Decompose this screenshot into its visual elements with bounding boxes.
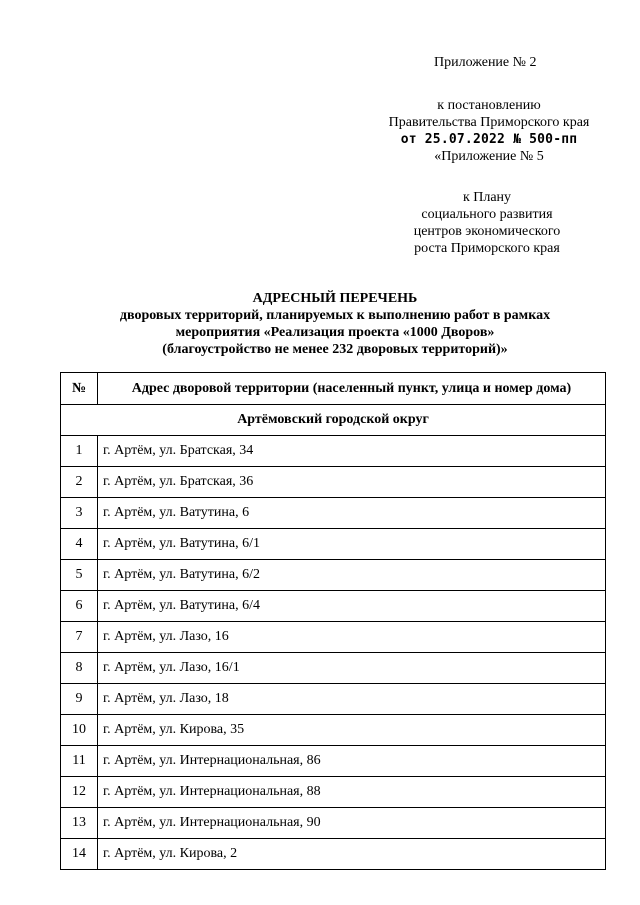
row-number: 11	[61, 746, 98, 777]
plan-reference	[392, 189, 582, 257]
table-row	[61, 529, 606, 560]
row-number: 4	[61, 529, 98, 560]
row-address: г. Артём, ул. Ватутина, 6/2	[98, 560, 606, 591]
row-address: г. Артём, ул. Интернациональная, 88	[98, 777, 606, 808]
row-address: г. Артём, ул. Ватутина, 6/4	[98, 591, 606, 622]
row-number: 6	[61, 591, 98, 622]
table-row	[61, 498, 606, 529]
table-row	[61, 622, 606, 653]
column-header-address: Адрес дворовой территории (населенный пункт, улица и номер дома)	[98, 373, 606, 405]
row-number: 14	[61, 839, 98, 870]
row-address: г. Артём, ул. Ватутина, 6/1	[98, 529, 606, 560]
row-address: г. Артём, ул. Кирова, 35	[98, 715, 606, 746]
row-address: г. Артём, ул. Лазо, 16	[98, 622, 606, 653]
row-number: 1	[61, 436, 98, 467]
address-table	[60, 372, 606, 870]
row-address: г. Артём, ул. Лазо, 18	[98, 684, 606, 715]
column-header-number: №	[61, 373, 98, 405]
row-number: 12	[61, 777, 98, 808]
table-row	[61, 715, 606, 746]
title-line-2: дворовых территорий, планируемых к выполнению работ в рамках	[119, 308, 551, 323]
row-address: г. Артём, ул. Интернациональная, 86	[98, 746, 606, 777]
plan-line-3: центров экономического	[413, 224, 561, 239]
plan-line-2: социального развития	[421, 207, 553, 222]
row-number: 13	[61, 808, 98, 839]
table-row	[61, 746, 606, 777]
row-address: г. Артём, ул. Кирова, 2	[98, 839, 606, 870]
row-number: 5	[61, 560, 98, 591]
decree-line-2: Правительства Приморского края	[388, 115, 590, 130]
row-address: г. Артём, ул. Ватутина, 6	[98, 498, 606, 529]
appendix-number: Приложение № 2	[434, 55, 537, 70]
row-number: 3	[61, 498, 98, 529]
table-row	[61, 777, 606, 808]
row-address: г. Артём, ул. Интернациональная, 90	[98, 808, 606, 839]
row-number: 8	[61, 653, 98, 684]
table-row	[61, 653, 606, 684]
district-name: Артёмовский городской округ	[61, 405, 606, 436]
title-line-1: АДРЕСНЫЙ ПЕРЕЧЕНЬ	[252, 291, 418, 306]
row-number: 9	[61, 684, 98, 715]
decree-date: от 25.07.2022 № 500-пп	[400, 132, 578, 147]
plan-line-1: к Плану	[462, 190, 512, 205]
decree-line-1: к постановлению	[437, 98, 541, 113]
decree-reference	[372, 97, 606, 165]
table-row	[61, 684, 606, 715]
table-row	[61, 839, 606, 870]
table-row	[61, 560, 606, 591]
row-address: г. Артём, ул. Лазо, 16/1	[98, 653, 606, 684]
title-line-4: (благоустройство не менее 232 дворовых территорий)»	[162, 342, 508, 357]
table-row	[61, 467, 606, 498]
row-number: 2	[61, 467, 98, 498]
table-row	[61, 591, 606, 622]
row-number: 7	[61, 622, 98, 653]
table-header-row	[61, 373, 606, 405]
document-title	[40, 290, 630, 358]
row-number: 10	[61, 715, 98, 746]
appendix-5-label: «Приложение № 5	[434, 149, 544, 164]
table-row	[61, 808, 606, 839]
title-line-3: мероприятия «Реализация проекта «1000 Дворов»	[175, 325, 495, 340]
district-row	[61, 405, 606, 436]
row-address: г. Артём, ул. Братская, 36	[98, 467, 606, 498]
row-address: г. Артём, ул. Братская, 34	[98, 436, 606, 467]
table-row	[61, 436, 606, 467]
plan-line-4: роста Приморского края	[414, 241, 560, 256]
